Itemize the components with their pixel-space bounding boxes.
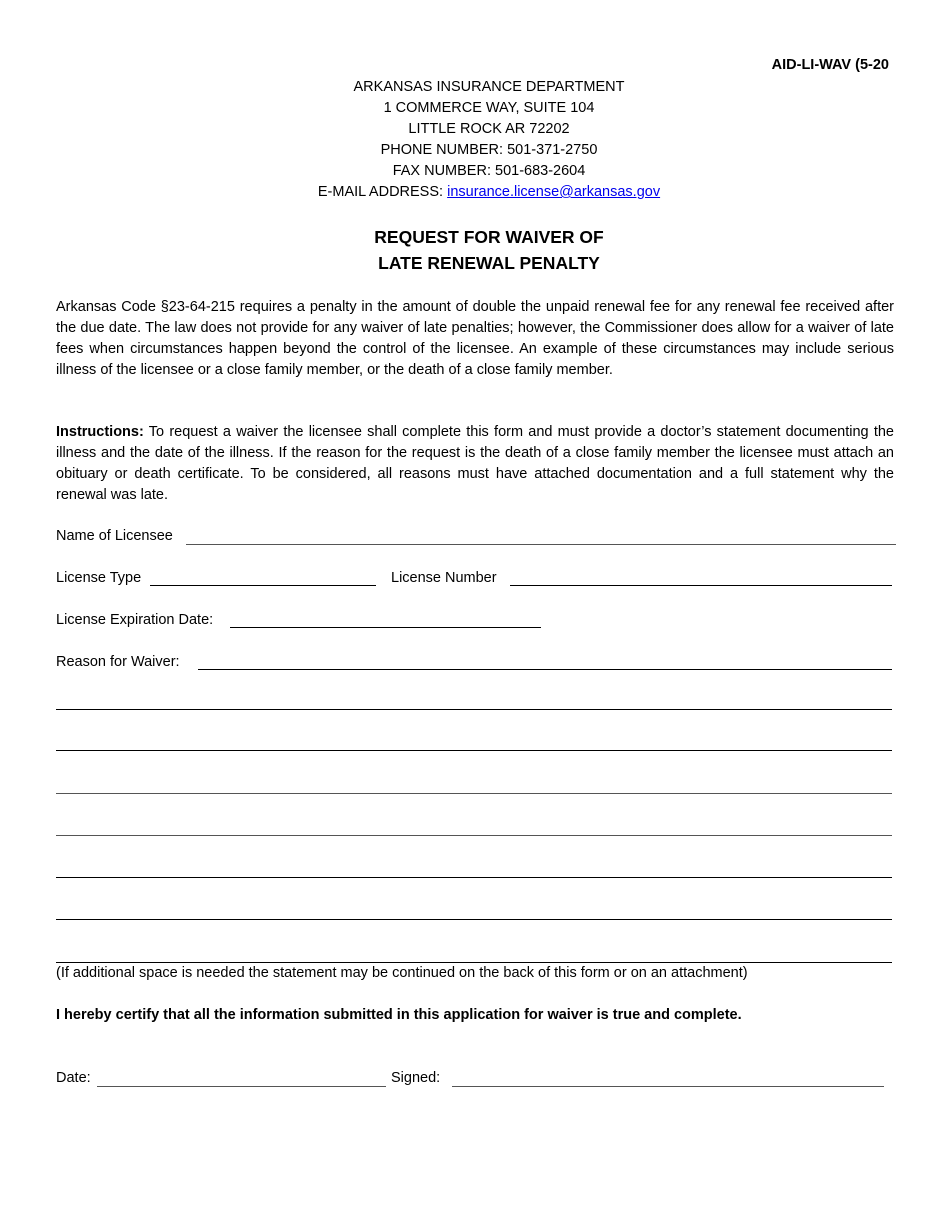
signed-label: Signed:: [391, 1070, 441, 1086]
license-type-label: License Type: [56, 570, 142, 586]
form-title: [0, 224, 950, 276]
reason-continuation-line[interactable]: [56, 709, 892, 710]
reason-continuation-line[interactable]: [56, 919, 892, 920]
name-label: Name of Licensee: [56, 528, 173, 544]
reason-continuation-line[interactable]: [56, 793, 892, 794]
reason-continuation-line[interactable]: [56, 835, 892, 836]
certification-statement: I hereby certify that all the information submitted in this application for waiver is true and complete.: [56, 1007, 742, 1023]
expiration-label: License Expiration Date:: [56, 612, 214, 628]
signature-input-line[interactable]: [452, 1086, 884, 1087]
reason-input-line[interactable]: [198, 669, 892, 670]
email-label: E-MAIL ADDRESS:: [317, 184, 448, 200]
license-number-input-line[interactable]: [510, 585, 892, 586]
expiration-input-line[interactable]: [230, 627, 541, 628]
instructions-paragraph: [56, 422, 894, 506]
email-link[interactable]: insurance.license@arkansas.gov: [447, 184, 661, 200]
address-line-2: LITTLE ROCK AR 72202: [408, 121, 570, 137]
reason-continuation-line[interactable]: [56, 877, 892, 878]
license-type-input-line[interactable]: [150, 585, 376, 586]
address-line-1: 1 COMMERCE WAY, SUITE 104: [383, 100, 595, 116]
department-header: [0, 77, 950, 203]
name-input-line[interactable]: [186, 544, 896, 545]
instructions-text: To request a waiver the licensee shall complete this form and must provide a doctor’s statement documenting the illness and the date of the illness. If the reason for the request is the death of a close family member the licensee must attach an obituary or death certificate. To be considered, all reasons must have attached documentation and a full statement why the renewal was late.: [56, 424, 894, 503]
title-line-2: LATE RENEWAL PENALTY: [378, 253, 600, 273]
fax-number: FAX NUMBER: 501-683-2604: [392, 163, 586, 179]
reason-label: Reason for Waiver:: [56, 654, 180, 670]
date-input-line[interactable]: [97, 1086, 386, 1087]
license-number-label: License Number: [391, 570, 497, 586]
title-line-1: REQUEST FOR WAIVER OF: [374, 227, 604, 247]
department-name: ARKANSAS INSURANCE DEPARTMENT: [353, 79, 625, 95]
additional-space-note: (If additional space is needed the statement may be continued on the back of this form or on an attachment): [56, 965, 748, 981]
intro-paragraph: Arkansas Code §23-64-215 requires a penalty in the amount of double the unpaid renewal fee for any renewal fee received after the due date. The law does not provide for any waiver of late penalties; however, the Commissioner does allow for a waiver of late fees when circumstances happen beyond the control of the licensee. An example of these circumstances may include serious illness of the licensee or a close family member, or the death of a close family member.: [56, 299, 894, 378]
reason-continuation-line[interactable]: [56, 750, 892, 751]
date-label: Date:: [56, 1070, 91, 1086]
phone-number: PHONE NUMBER: 501-371-2750: [380, 142, 598, 158]
form-code: AID-LI-WAV (5-20: [771, 57, 889, 73]
instructions-label: Instructions:: [56, 424, 144, 440]
email-line: [0, 182, 950, 203]
